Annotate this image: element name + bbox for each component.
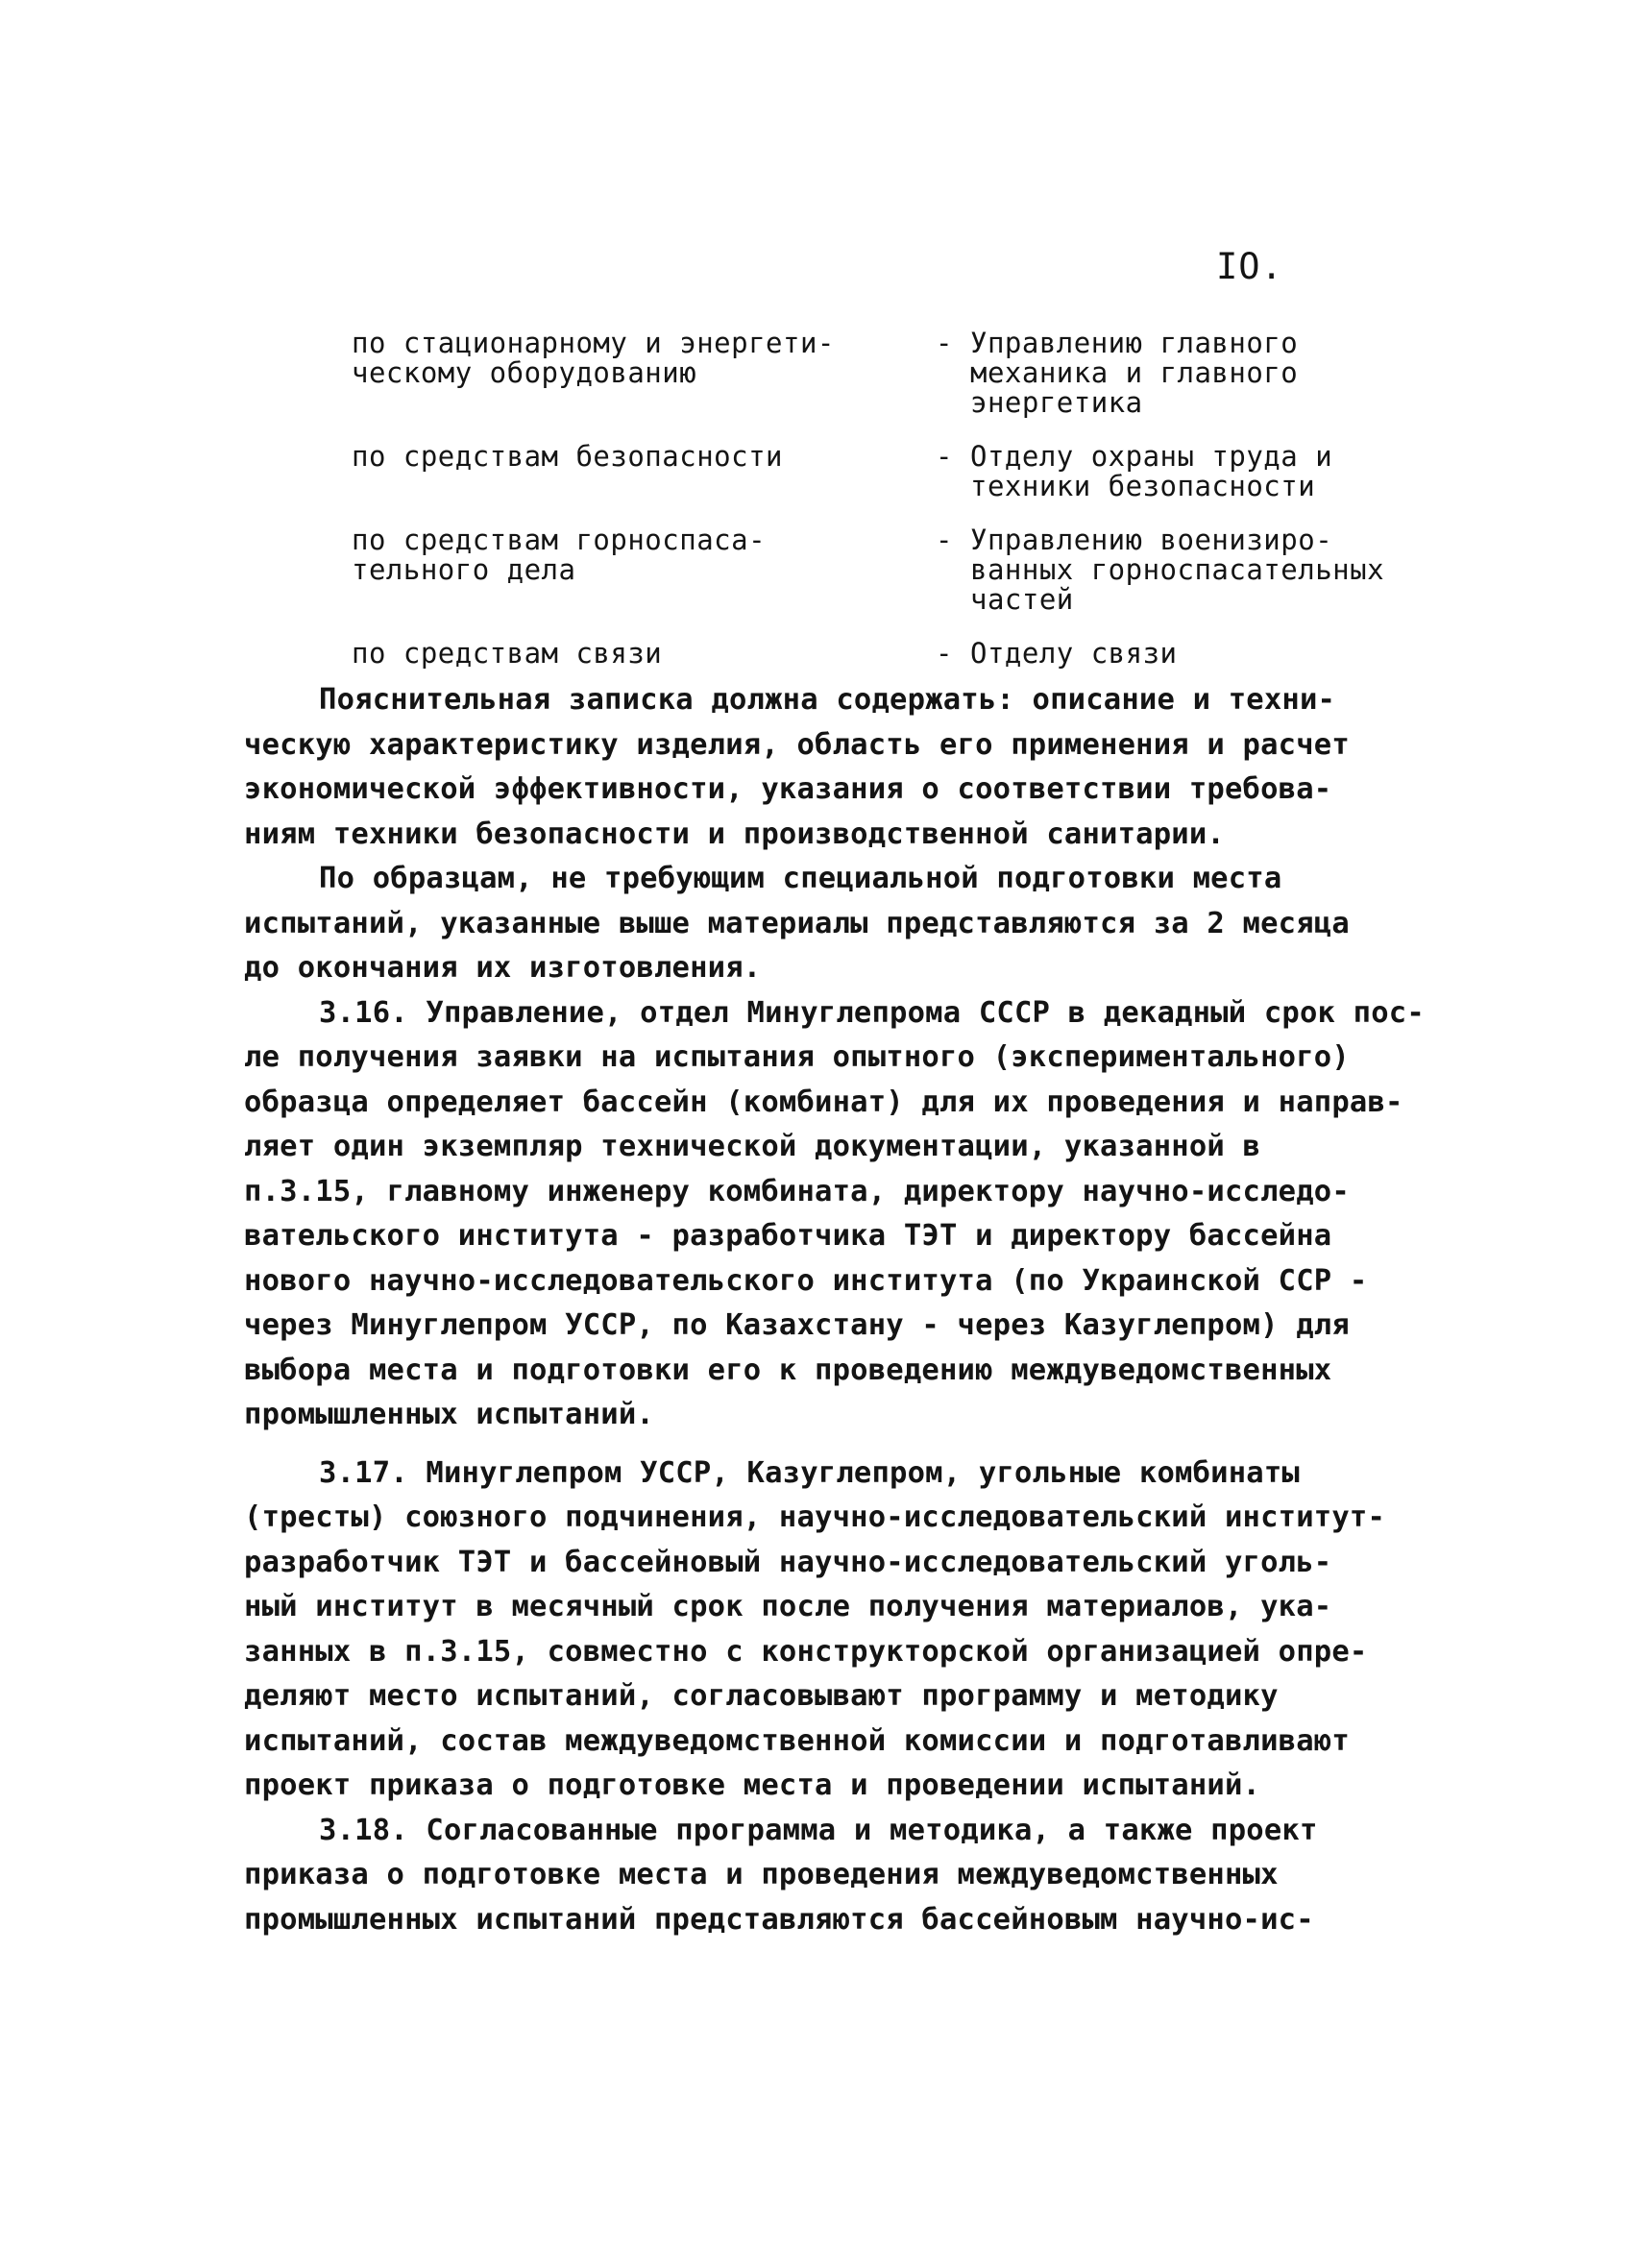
page-number: IO. [1216,246,1283,287]
text-line: через Минуглепром УССР, по Казахстану - через Казуглепром) для [244,1308,1350,1342]
text-line: испытаний, состав междуведомственной комиссии и подготавливают [244,1723,1350,1758]
text-line: нового научно-исследовательского института (по Украинской ССР - [244,1263,1368,1298]
text-line: испытаний, указанные выше материалы представляются за 2 месяца [244,906,1350,940]
text-line: По образцам, не требующим специальной подготовки места [319,862,1282,895]
distribution-dash: - [936,524,953,556]
text-line: промышленных испытаний представляются бассейновым научно-ис- [244,1902,1314,1937]
distribution-subject: по средствам горноспаса- тельного дела [352,524,767,586]
text-line: занных в п.3.15, совместно с конструкторской организацией опре- [244,1634,1368,1669]
text-line: (тресты) союзного подчинения, научно-исследовательский институт- [244,1500,1386,1534]
body-text [244,678,1489,1942]
text-line: ле получения заявки на испытания опытного (экспериментального) [244,1040,1350,1074]
distribution-row [352,329,1427,442]
distribution-row [352,442,1427,525]
text-line: выбора места и подготовки его к проведению междуведомственных [244,1353,1332,1387]
text-line: 3.16. Управление, отдел Минуглепрома СССР в декадный срок пос- [319,995,1425,1030]
text-line: до окончания их изготовления. [244,951,762,985]
distribution-dash: - [936,327,953,359]
text-line: промышленных испытаний. [244,1398,654,1431]
distribution-dash: - [936,637,953,670]
text-line: 3.18. Согласованные программа и методика, а также проект [319,1813,1318,1847]
distribution-table [352,329,1427,693]
distribution-recipient: Отделу связи [970,637,1178,670]
text-line: Пояснительная записка должна содержать: описание и техни- [319,683,1336,717]
text-line: приказа о подготовке места и проведения междуведомственных [244,1858,1279,1891]
distribution-subject: по средствам связи [352,637,663,670]
distribution-recipient: Отделу охраны труда и техники безопасности [970,440,1333,502]
text-line: ческую характеристику изделия, область его применения и расчет [244,727,1350,762]
text-line: ляет один экземпляр технической документации, указанной в [244,1130,1261,1163]
text-line: 3.17. Минуглепром УССР, Казуглепром, угольные комбинаты [319,1455,1300,1490]
distribution-recipient: Управлению главного механика и главного энергетика [970,327,1299,419]
text-line: разработчик ТЭТ и бассейновый научно-исследовательский уголь- [244,1545,1332,1579]
distribution-recipient: Управлению военизиро- ванных горноспасательных частей [970,524,1385,616]
text-line: экономической эффективности, указания о соответствии требова- [244,772,1332,806]
text-line: п.3.15, главному инженеру комбината, директору научно-исследо- [244,1174,1350,1208]
text-line: ный институт в месячный срок после получения материалов, ука- [244,1590,1332,1623]
distribution-dash: - [936,440,953,473]
paragraph-gap [244,1438,1489,1451]
text-line: проект приказа о подготовке места и проведении испытаний. [244,1768,1261,1802]
text-line: вательского института - разработчика ТЭТ и директору бассейна [244,1219,1332,1253]
text-line: образца определяет бассейн (комбинат) для их проведения и направ- [244,1085,1403,1119]
distribution-subject: по средствам безопасности [352,440,783,473]
distribution-subject: по стационарному и энергети- ческому оборудованию [352,327,835,389]
distribution-row [352,525,1427,639]
text-line: ниям техники безопасности и производственной санитарии. [244,817,1225,851]
text-line: деляют место испытаний, согласовывают программу и методику [244,1679,1279,1713]
